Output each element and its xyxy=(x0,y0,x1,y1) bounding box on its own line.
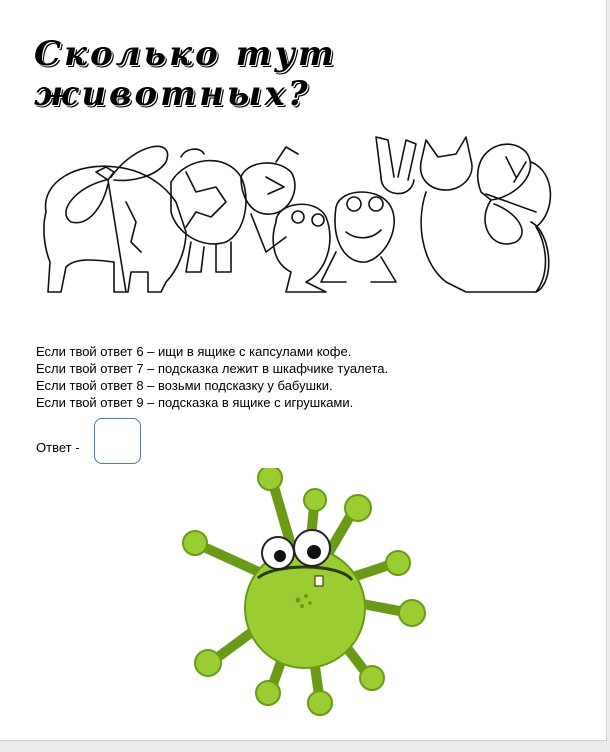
hint-line: Если твой ответ 6 – ищи в ящике с капсулами кофе. xyxy=(36,344,352,359)
overlapping-animals-illustration xyxy=(36,132,556,302)
hint-list xyxy=(36,343,388,411)
green-virus-cartoon xyxy=(180,468,430,718)
hint-line: Если твой ответ 8 – возьми подсказку у бабушки. xyxy=(36,378,333,393)
answer-input-box[interactable] xyxy=(94,418,141,464)
hint-line: Если твой ответ 9 – подсказка в ящике с игрушками. xyxy=(36,395,354,410)
page-title: Сколько тут животных? xyxy=(34,34,337,114)
hint-line: Если твой ответ 7 – подсказка лежит в шкафчике туалета. xyxy=(36,361,389,376)
answer-label: Ответ - xyxy=(36,440,80,455)
